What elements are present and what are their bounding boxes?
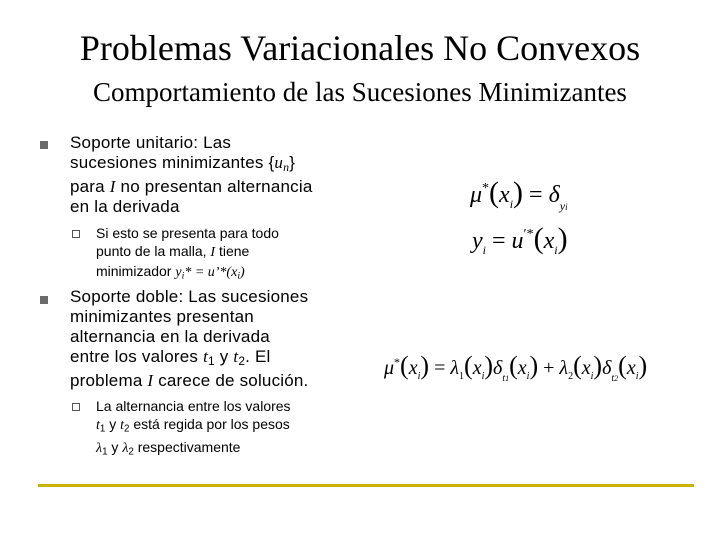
text-line: en la derivada (70, 196, 180, 216)
bullet-soporte-unitario (70, 133, 370, 217)
text-line: $t_1$ y $t_2$ está regida por los pesos (96, 416, 290, 435)
bullet-square-icon (40, 296, 48, 304)
text-line: entre los valores $t_1$ y $t_2$. El (70, 347, 271, 368)
text-line: La alternancia entre los valores (96, 398, 291, 414)
text-line: sucesiones minimizantes $\{u_n\}$ (70, 153, 296, 174)
text-line: $\lambda_1$ y $\lambda_2$ respectivamente (96, 439, 241, 458)
text-line: Si esto se presenta para todo (96, 225, 279, 241)
text-line: minimizador $y_i*$ = $u’*(x_i)$ (96, 263, 245, 282)
text-line: Soporte unitario: Las (70, 133, 232, 152)
slide-subtitle: Comportamiento de las Sucesiones Minimizantes (93, 77, 627, 107)
text-line: para I no presentan alternancia (70, 176, 313, 196)
bullet-square-icon (40, 141, 48, 149)
text-line: punto de la malla, I tiene (96, 243, 250, 260)
formula-double-support: $\mu^*(x_i) = \lambda_1(x_i)\delta_{t1}(x_i) + \lambda_2(x_i)\delta_{t2}(x_i)$ (384, 351, 648, 384)
bullet-soporte-doble (70, 287, 370, 391)
formula-minimizer: $y_i = u^{'*}(x_i)$ (472, 222, 568, 257)
slide-title: Problemas Variacionales No Convexos (79, 28, 641, 68)
text-line: problema I carece de solución. (70, 370, 309, 390)
text-line: minimizantes presentan (70, 307, 254, 326)
text-line: alternancia en la derivada (70, 327, 270, 346)
sub-bullet-icon (72, 403, 80, 411)
sub-bullet-alternancia (96, 397, 366, 462)
bottom-divider (38, 484, 694, 487)
formula-dirac-measure: $\mu^*(x_i) = \delta_{yi}$ (470, 176, 568, 213)
sub-bullet-icon (72, 230, 80, 238)
text-line: Soporte doble: Las sucesiones (70, 287, 309, 306)
sub-bullet-malla (96, 224, 366, 285)
